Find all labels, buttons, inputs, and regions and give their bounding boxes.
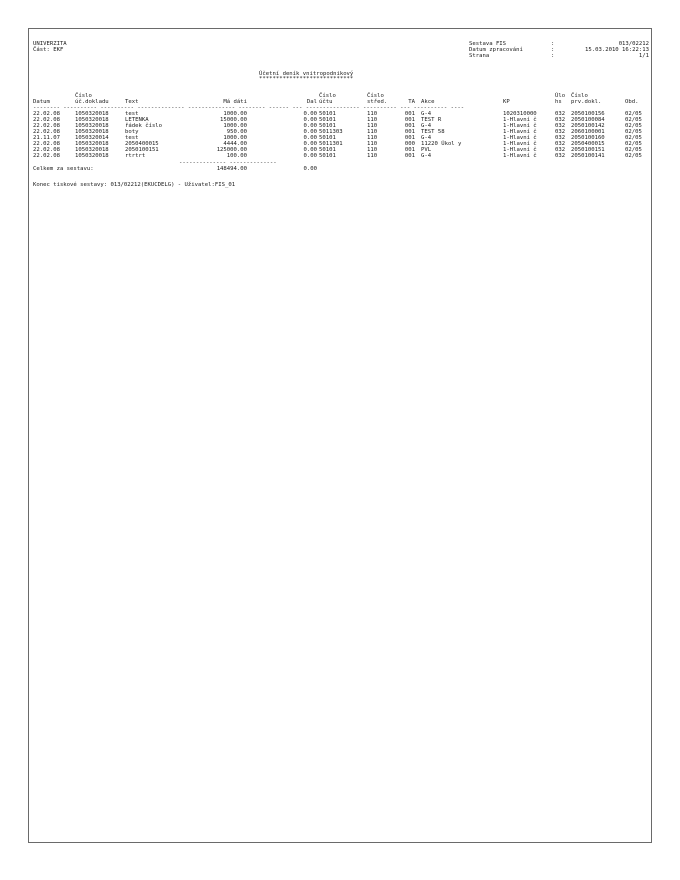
total-dal: 0.00 — [303, 166, 317, 172]
cell-ta: 001 — [404, 153, 415, 159]
col-head-ucdoklad: úč.dokladu — [75, 99, 109, 105]
col-head-stred-top: Číslo — [367, 93, 384, 99]
cell-prvdokl: 2050100151 — [571, 147, 605, 153]
cell-text: LETENKA — [125, 117, 149, 123]
cell-datum: 22.02.08 — [33, 129, 60, 135]
meta-value-strana: 1/1 — [638, 53, 649, 59]
cell-ucdoklad: 1050320018 — [75, 153, 109, 159]
cell-akce: TEST R — [421, 117, 442, 123]
cell-prvdokl: 2050400015 — [571, 141, 605, 147]
cell-kp: 1020310000 — [503, 111, 537, 117]
cell-madati: 125000.00 — [216, 147, 247, 153]
cell-datum: 22.02.08 — [33, 123, 60, 129]
cell-ucdoklad: 1050320018 — [75, 141, 109, 147]
col-head-ucet: účtu — [319, 99, 333, 105]
cell-obd: 02/05 — [625, 141, 642, 147]
cell-prvdokl: 2050100141 — [571, 153, 605, 159]
cell-dal: 0.00 — [303, 129, 317, 135]
cell-dal: 0.00 — [303, 135, 317, 141]
header-separator: -------- ---------- ---------- -------------- -------------- -------- ------ --- ---------------- ---------- --- ---------- ---- — [33, 105, 465, 111]
cell-stred: 110 — [367, 123, 378, 129]
cell-akce: 11220 Úkol y — [421, 141, 462, 147]
cell-dal: 0.00 — [303, 123, 317, 129]
meta-value-sestava: 013/02212 — [618, 41, 649, 47]
cell-ucdoklad: 1050320018 — [75, 123, 109, 129]
cell-ulohs: 032 — [555, 141, 566, 147]
cell-ucet: 50101 — [319, 111, 336, 117]
cell-ta: 001 — [404, 147, 415, 153]
cell-prvdokl: 2050100160 — [571, 135, 605, 141]
report-end-line: Konec tiskové sestavy: 013/02212(EKUCDELG) - Uživatel:FIS_01 — [33, 182, 236, 188]
cell-ta: 001 — [404, 123, 415, 129]
cell-madati: 4444.00 — [223, 141, 247, 147]
cell-dal: 0.00 — [303, 153, 317, 159]
cell-ucdoklad: 1050320018 — [75, 147, 109, 153]
cell-ta: 001 — [404, 129, 415, 135]
cell-text: test — [125, 111, 139, 117]
cell-obd: 02/05 — [625, 123, 642, 129]
cell-prvdokl: 2050100156 — [571, 111, 605, 117]
cell-ucdoklad: 1050320018 — [75, 111, 109, 117]
cell-datum: 22.02.08 — [33, 141, 60, 147]
cell-kp: 1-Hlavní č — [503, 147, 537, 153]
col-head-ucet-top: Číslo — [319, 93, 336, 99]
col-head-ulohs: hs — [555, 99, 562, 105]
cell-stred: 110 — [367, 129, 378, 135]
cell-obd: 02/05 — [625, 129, 642, 135]
meta-colon: : — [551, 47, 555, 53]
cell-ucet: 50101 — [319, 135, 336, 141]
cell-datum: 21.11.07 — [33, 135, 60, 141]
cell-text: test — [125, 135, 139, 141]
cell-ulohs: 032 — [555, 135, 566, 141]
total-label: Celkem za sestavu: — [33, 166, 94, 172]
cell-ulohs: 032 — [555, 117, 566, 123]
cell-datum: 22.02.08 — [33, 111, 60, 117]
cell-prvdokl: 2050100142 — [571, 123, 605, 129]
col-head-ucdoklad-top: Číslo — [75, 93, 92, 99]
cell-ucet: 50101 — [319, 147, 336, 153]
col-head-text: Text — [125, 99, 139, 105]
col-head-datum: Datum — [33, 99, 50, 105]
cell-akce: G-4 — [421, 111, 432, 117]
cell-akce: PVL — [421, 147, 432, 153]
col-head-dal: Dal — [306, 99, 317, 105]
col-head-ulohs-top: Úlo — [555, 93, 566, 99]
meta-colon: : — [551, 53, 555, 59]
cell-stred: 110 — [367, 111, 378, 117]
cell-ucdoklad: 1050320014 — [75, 135, 109, 141]
cell-ulohs: 032 — [555, 111, 566, 117]
cell-stred: 110 — [367, 153, 378, 159]
report-title-underline: **************************** — [259, 76, 354, 82]
cell-datum: 22.02.08 — [33, 147, 60, 153]
meta-label-strana: Strana — [469, 53, 490, 59]
cell-obd: 02/05 — [625, 111, 642, 117]
cell-ta: 000 — [404, 141, 415, 147]
report-page — [28, 28, 652, 843]
cell-ulohs: 032 — [555, 153, 566, 159]
cell-madati: 100.00 — [226, 153, 247, 159]
cell-stred: 110 — [367, 141, 378, 147]
cell-akce: TEST 58 — [421, 129, 445, 135]
meta-label-datum: Datum zpracování — [469, 47, 523, 53]
total-separator: -------------- -------------- — [179, 160, 277, 166]
cell-text: 2050400015 — [125, 141, 159, 147]
cell-obd: 02/05 — [625, 117, 642, 123]
cell-ta: 001 — [404, 111, 415, 117]
cell-kp: 1-Hlavní č — [503, 129, 537, 135]
cell-obd: 02/05 — [625, 135, 642, 141]
cell-stred: 110 — [367, 117, 378, 123]
cell-stred: 110 — [367, 135, 378, 141]
col-head-madati: Má dáti — [223, 99, 247, 105]
cell-madati: 15000.00 — [220, 117, 247, 123]
cell-kp: 1-Hlavní č — [503, 153, 537, 159]
cell-ucet: 50101 — [319, 123, 336, 129]
cell-kp: 1-Hlavní č — [503, 123, 537, 129]
cell-dal: 0.00 — [303, 147, 317, 153]
cell-ulohs: 032 — [555, 147, 566, 153]
cell-madati: 950.00 — [226, 129, 247, 135]
cell-ucet: 50101 — [319, 117, 336, 123]
cell-prvdokl: 2050100084 — [571, 117, 605, 123]
cell-dal: 0.00 — [303, 117, 317, 123]
col-head-obd: Obd. — [625, 99, 639, 105]
cell-ucet: 50101 — [319, 153, 336, 159]
cell-madati: 1000.00 — [223, 111, 247, 117]
total-madati: 148494.00 — [216, 166, 247, 172]
cell-madati: 1000.00 — [223, 135, 247, 141]
col-head-ta: TA — [408, 99, 415, 105]
cell-kp: 1-Hlavní č — [503, 117, 537, 123]
cell-ucet: 5011303 — [319, 129, 343, 135]
cell-datum: 22.02.08 — [33, 117, 60, 123]
meta-colon: : — [551, 41, 555, 47]
meta-value-datum: 15.03.2010 16:22:13 — [585, 47, 649, 53]
cell-ta: 001 — [404, 117, 415, 123]
cell-dal: 0.00 — [303, 111, 317, 117]
cell-ucet: 5011301 — [319, 141, 343, 147]
cell-text: rtrtrt — [125, 153, 146, 159]
col-head-kp: KP — [503, 99, 510, 105]
cell-ulohs: 032 — [555, 123, 566, 129]
report-title: Účetní deník vnitropodnikový — [259, 71, 354, 77]
cell-text: boty — [125, 129, 139, 135]
cell-datum: 22.02.08 — [33, 153, 60, 159]
col-head-stred: střed. — [367, 99, 388, 105]
cell-text: řádek číslo — [125, 123, 163, 129]
cell-madati: 1000.00 — [223, 123, 247, 129]
col-head-akce: Akce — [421, 99, 435, 105]
cell-akce: G-4 — [421, 153, 432, 159]
col-head-prvdokl: prv.dokl. — [571, 99, 602, 105]
cell-akce: G-4 — [421, 123, 432, 129]
meta-label-sestava: Sestava FIS — [469, 41, 507, 47]
cell-ta: 001 — [404, 135, 415, 141]
col-head-prvdokl-top: Číslo — [571, 93, 588, 99]
cell-akce: G-4 — [421, 135, 432, 141]
cell-ulohs: 032 — [555, 129, 566, 135]
cell-dal: 0.00 — [303, 141, 317, 147]
cell-kp: 1-Hlavní č — [503, 135, 537, 141]
org-name: UNIVERZITA — [33, 41, 67, 47]
cell-text: 2050100151 — [125, 147, 159, 153]
cell-ucdoklad: 1050320018 — [75, 117, 109, 123]
cell-obd: 02/05 — [625, 147, 642, 153]
cell-stred: 110 — [367, 147, 378, 153]
cell-ucdoklad: 1050320018 — [75, 129, 109, 135]
cell-prvdokl: 2060100001 — [571, 129, 605, 135]
cell-obd: 02/05 — [625, 153, 642, 159]
org-part: Část: EKF — [33, 47, 64, 53]
cell-kp: 1-Hlavní č — [503, 141, 537, 147]
